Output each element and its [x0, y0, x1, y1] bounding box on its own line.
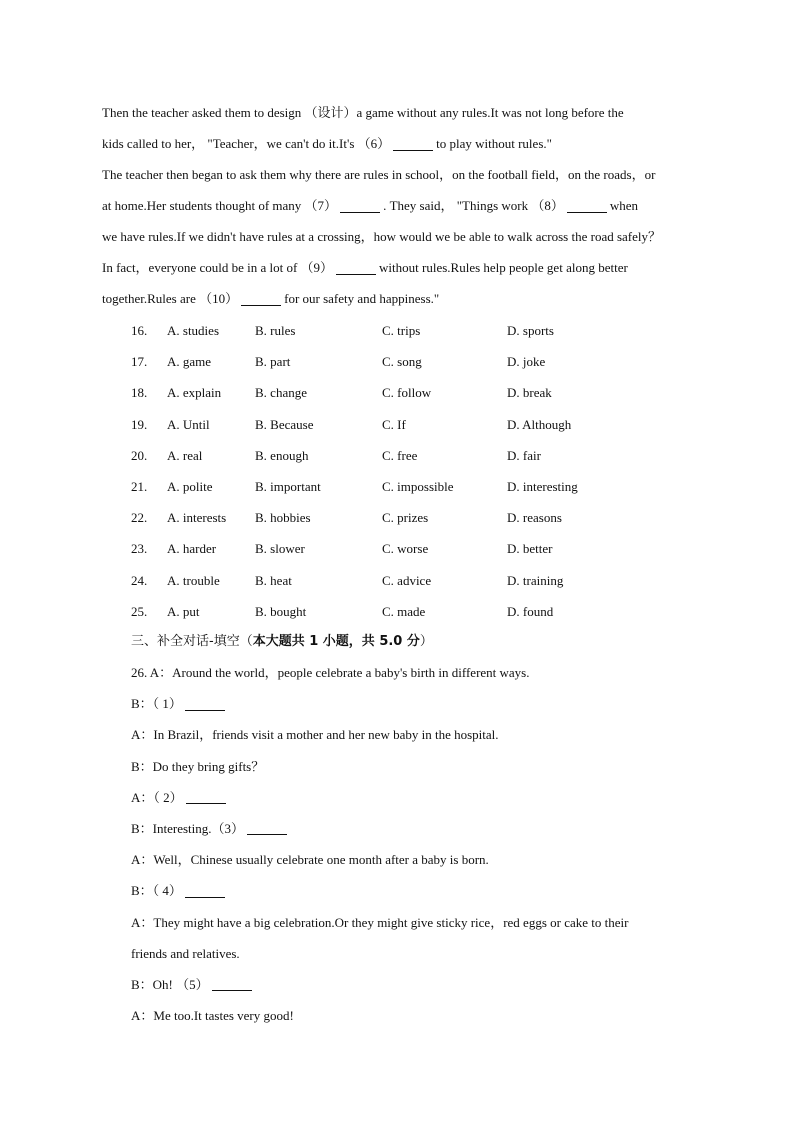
question-number: 19.	[131, 416, 148, 432]
option-a[interactable]: A. studies	[167, 323, 219, 338]
option-b[interactable]: B. heat	[255, 572, 292, 588]
option-c[interactable]: C. trips	[382, 323, 421, 338]
option-a[interactable]: A. Until	[167, 416, 210, 432]
dialog-line	[131, 938, 691, 969]
passage-text: without rules.Rules help people get along better	[379, 260, 628, 275]
dialog	[131, 657, 691, 1031]
option-d[interactable]: D. better	[507, 541, 553, 557]
passage-line	[102, 221, 712, 252]
option-d[interactable]: D. joke	[507, 354, 546, 370]
answer-blank[interactable]	[340, 212, 380, 213]
passage-text: we have rules.If we didn't have rules at a crossing，how would we be able to walk across the road safely？	[102, 229, 661, 244]
dialog-text: friends and relatives.	[131, 945, 240, 961]
option-a[interactable]: A. interests	[167, 510, 227, 526]
option-b[interactable]: B. important	[255, 478, 321, 494]
option-a[interactable]: A. trouble	[167, 572, 220, 588]
dialog-text: A：In Brazil，friends visit a mother and her new baby in the hospital.	[131, 727, 499, 743]
dialog-text: B：（ 4）	[131, 883, 182, 899]
passage-line	[102, 252, 712, 283]
option-d[interactable]: D. found	[507, 603, 554, 619]
option-c[interactable]: C. song	[382, 354, 422, 370]
passage-text: The teacher then began to ask them why there are rules in school，on the football field，on the roads，or	[102, 167, 656, 182]
dialog-text: A：Well，Chinese usually celebrate one month after a baby is born.	[131, 852, 489, 868]
option-c[interactable]: C. If	[382, 416, 406, 432]
option-a[interactable]: A. polite	[167, 478, 213, 494]
option-c[interactable]: C. prizes	[382, 510, 429, 526]
option-row	[131, 533, 691, 564]
option-d[interactable]: D. training	[507, 572, 564, 588]
option-c[interactable]: C. worse	[382, 541, 429, 557]
question-number: 22.	[131, 510, 148, 526]
dialog-text: B：Interesting.（3）	[131, 820, 245, 836]
option-d[interactable]: D. break	[507, 385, 552, 401]
option-c[interactable]: C. follow	[382, 385, 432, 401]
dialog-line	[131, 907, 691, 938]
answer-blank[interactable]	[186, 803, 226, 804]
dialog-line	[131, 1000, 691, 1031]
dialog-line	[131, 719, 691, 750]
option-b[interactable]: B. bought	[255, 603, 307, 619]
dialog-text: B：Do they bring gifts？	[131, 758, 265, 774]
question-number: 18.	[131, 385, 148, 401]
option-a[interactable]: A. game	[167, 354, 212, 370]
option-a[interactable]: A. put	[167, 603, 200, 619]
question-number: 21.	[131, 478, 148, 494]
option-c[interactable]: C. free	[382, 447, 418, 463]
option-row	[131, 502, 691, 533]
option-row	[131, 596, 691, 627]
answer-blank[interactable]	[393, 150, 433, 151]
option-a[interactable]: A. real	[167, 447, 203, 463]
dialog-text: A：They might have a big celebration.Or they might give sticky rice，red eggs or cake to their	[131, 914, 629, 930]
question-number: 16.	[131, 323, 148, 338]
passage-text: at home.Her students thought of many （7）	[102, 198, 338, 213]
passage-line	[102, 97, 712, 128]
dialog-line	[131, 813, 691, 844]
question-number: 17.	[131, 354, 148, 370]
option-d[interactable]: D. interesting	[507, 478, 578, 494]
answer-blank[interactable]	[185, 710, 225, 711]
dialog-line	[131, 875, 691, 906]
option-b[interactable]: B. enough	[255, 447, 309, 463]
dialog-text: A：（ 2）	[131, 789, 183, 805]
passage-text: when	[609, 198, 639, 213]
question-number: 23.	[131, 541, 148, 557]
option-b[interactable]: B. rules	[255, 323, 296, 338]
question-number: 24.	[131, 572, 148, 588]
passage-text: together.Rules are （10）	[102, 291, 239, 306]
dialog-text: B：Oh! （5）	[131, 976, 209, 992]
option-b[interactable]: B. change	[255, 385, 307, 401]
option-d[interactable]: D. Although	[507, 416, 572, 432]
passage-line	[102, 283, 712, 314]
option-row	[131, 409, 691, 440]
passage-text: to play without rules."	[436, 136, 552, 151]
dialog-line	[131, 751, 691, 782]
option-row	[131, 565, 691, 596]
passage-text: Then the teacher asked them to design （设计）a game without any rules.It was not long before the	[102, 105, 624, 120]
dialog-line	[131, 969, 691, 1000]
answer-blank[interactable]	[185, 897, 225, 898]
dialog-text: A：Me too.It tastes very good!	[131, 1008, 294, 1024]
passage-text: . They said， "Things work （8）	[383, 198, 564, 213]
passage	[102, 97, 712, 314]
section-title-bold: 本大题共 1 小题，共 5.0 分	[252, 634, 420, 649]
dialog-text: 26. A：Around the world，people celebrate a baby's birth in different ways.	[131, 665, 530, 680]
option-b[interactable]: B. part	[255, 354, 291, 370]
option-row	[131, 471, 691, 502]
option-b[interactable]: B. slower	[255, 541, 305, 557]
dialog-line	[131, 782, 691, 813]
dialog-line	[131, 844, 691, 875]
answer-blank[interactable]	[336, 274, 376, 275]
section-title	[131, 626, 433, 657]
passage-text: for our safety and happiness."	[284, 291, 440, 306]
dialog-text: B：（ 1）	[131, 696, 182, 712]
answer-blank[interactable]	[212, 990, 252, 991]
option-d[interactable]: D. reasons	[507, 510, 562, 526]
option-c[interactable]: C. impossible	[382, 478, 454, 494]
option-c[interactable]: C. advice	[382, 572, 432, 588]
passage-line	[102, 159, 712, 190]
option-row	[131, 377, 691, 408]
option-row	[131, 440, 691, 471]
question-number: 25.	[131, 603, 148, 619]
option-a[interactable]: A. harder	[167, 541, 217, 557]
option-row	[131, 315, 691, 346]
option-b[interactable]: B. hobbies	[255, 510, 311, 526]
option-b[interactable]: B. Because	[255, 416, 314, 432]
passage-text: In fact，everyone could be in a lot of （9）	[102, 260, 334, 275]
option-d[interactable]: D. fair	[507, 447, 541, 463]
passage-line	[102, 128, 712, 159]
dialog-line	[131, 657, 691, 688]
option-a[interactable]: A. explain	[167, 385, 222, 401]
passage-text: kids called to her， "Teacher，we can't do it.It's （6）	[102, 136, 391, 151]
passage-line	[102, 190, 712, 221]
answer-blank[interactable]	[567, 212, 607, 213]
question-number: 20.	[131, 447, 148, 463]
section-title-text: 三、补全对话-填空（	[131, 634, 253, 649]
option-row	[131, 346, 691, 377]
answer-blank[interactable]	[247, 834, 287, 835]
options-list	[131, 315, 691, 627]
option-d[interactable]: D. sports	[507, 323, 554, 338]
dialog-line	[131, 688, 691, 719]
section-title-text: ）	[419, 634, 433, 649]
option-c[interactable]: C. made	[382, 603, 426, 619]
answer-blank[interactable]	[241, 305, 281, 306]
